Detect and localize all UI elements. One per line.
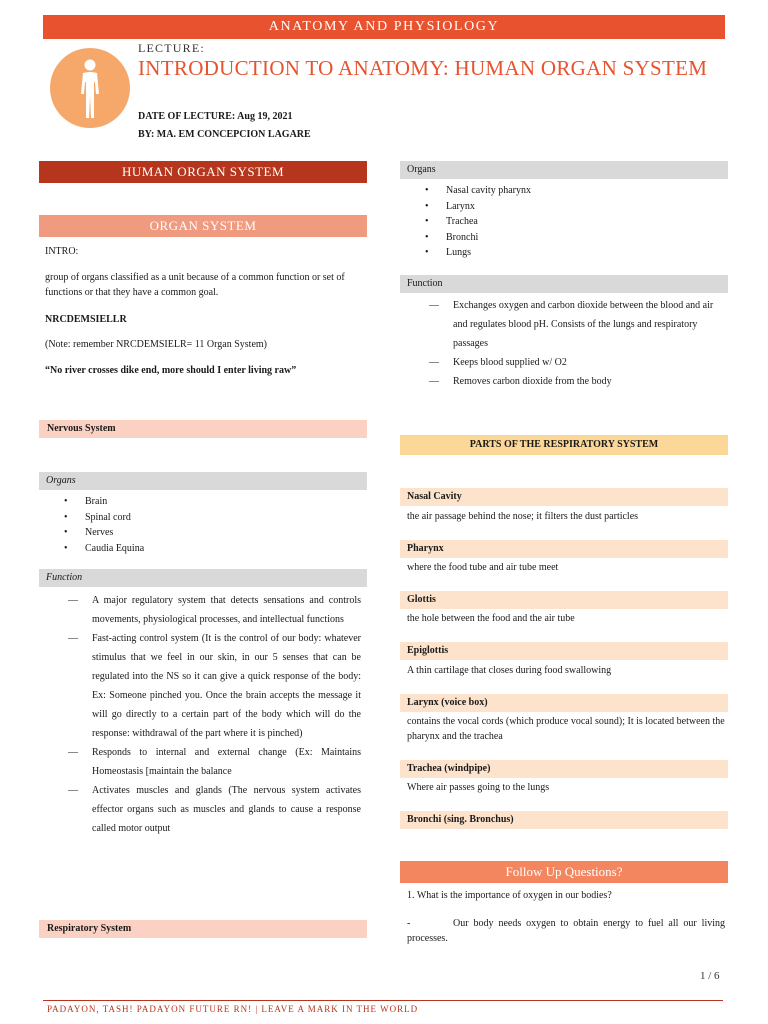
- lecture-label: LECTURE:: [138, 41, 205, 55]
- follow-up-title: Follow Up Questions?: [400, 861, 728, 883]
- part-nasal-cavity: Nasal Cavity: [400, 488, 728, 506]
- list-item: • Spinal cord: [39, 510, 367, 526]
- part-epiglottis-desc: A thin cartilage that closes during food swallowing: [407, 665, 612, 676]
- list-item: — Removes carbon dioxide from the body: [400, 372, 724, 391]
- course-banner: ANATOMY AND PHYSIOLOGY: [43, 15, 725, 39]
- nervous-system-title: Nervous System: [39, 420, 367, 438]
- nervous-function-label: Function: [39, 569, 367, 587]
- list-item: • Brain: [39, 494, 367, 510]
- list-item: • Nasal cavity pharynx: [400, 183, 728, 199]
- list-item: — Activates muscles and glands (The nervous system activates effector organs such as muscles and glands to cause a response called motor output: [39, 781, 361, 838]
- respiratory-system-title: Respiratory System: [39, 920, 367, 938]
- parts-title: PARTS OF THE RESPIRATORY SYSTEM: [400, 435, 728, 455]
- nervous-organs-label: Organs: [39, 472, 367, 490]
- part-pharynx-desc: where the food tube and air tube meet: [407, 562, 559, 573]
- part-trachea-desc: Where air passes going to the lungs: [407, 782, 550, 793]
- part-trachea: Trachea (windpipe): [400, 760, 728, 778]
- intro-text: group of organs classified as a unit because of a common function or set of functions or that they have a common goal.: [45, 272, 345, 298]
- nervous-function-list: [39, 591, 361, 838]
- list-item: — Exchanges oxygen and carbon dioxide between the blood and air and regulates blood pH. Consists of the lungs and respiratory passages: [400, 296, 724, 353]
- nervous-organs-list: [39, 494, 367, 556]
- list-item: — Fast-acting control system (It is the control of our body: whatever stimulus that we feel in our skin, in our 5 senses that can be regulated into the NS so it can give a quick response of the body: Ex: Someone pinched you. Once the brain accepts the message it will go directly to a certain part of the body which will do the response: withdrawal of the part where it is pinched): [39, 629, 361, 743]
- follow-up-question: 1. What is the importance of oxygen in our bodies?: [407, 890, 612, 901]
- list-item: — Responds to internal and external change (Ex: Maintains Homeostasis [maintain the balance: [39, 743, 361, 781]
- subsection-title-organ-system: ORGAN SYSTEM: [39, 215, 367, 237]
- answer-dash: -: [407, 918, 411, 929]
- list-item: • Lungs: [400, 245, 728, 261]
- human-body-icon: [50, 48, 130, 128]
- list-item: — Keeps blood supplied w/ O2: [400, 353, 724, 372]
- respiratory-organs-list: [400, 183, 728, 261]
- part-larynx: Larynx (voice box): [400, 694, 728, 712]
- follow-up-answer: Our body needs oxygen to obtain energy to fuel all our living processes.: [407, 918, 725, 944]
- footer-divider: [43, 1000, 723, 1001]
- acronym-note: (Note: remember NRCDEMSIELR= 11 Organ System): [45, 339, 267, 350]
- intro-label: INTRO:: [45, 246, 79, 257]
- mnemonic: “No river crosses dike end, more should I enter living raw”: [45, 365, 297, 376]
- part-bronchi: Bronchi (sing. Bronchus): [400, 811, 728, 829]
- part-epiglottis: Epiglottis: [400, 642, 728, 660]
- list-item: — A major regulatory system that detects sensations and controls movements, physiological processes, and intellectual functions: [39, 591, 361, 629]
- lecture-title: INTRODUCTION TO ANATOMY: HUMAN ORGAN SYSTEM: [138, 56, 708, 80]
- part-larynx-desc: contains the vocal cords (which produce vocal sound); It is located between the pharynx and the trachea: [407, 716, 725, 742]
- lecture-author: BY: MA. EM CONCEPCION LAGARE: [138, 129, 311, 140]
- list-item: • Caudia Equina: [39, 541, 367, 557]
- footer-motto: PADAYON, TASH! PADAYON FUTURE RN! | LEAVE A MARK IN THE WORLD: [47, 1004, 419, 1014]
- list-item: • Nerves: [39, 525, 367, 541]
- section-title-human-organ-system: HUMAN ORGAN SYSTEM: [39, 161, 367, 183]
- respiratory-function-list: [400, 296, 724, 391]
- acronym: NRCDEMSIELLR: [45, 314, 127, 325]
- respiratory-organs-label: Organs: [400, 161, 728, 179]
- part-glottis-desc: the hole between the food and the air tube: [407, 613, 575, 624]
- list-item: • Trachea: [400, 214, 728, 230]
- lecture-date: DATE OF LECTURE: Aug 19, 2021: [138, 111, 293, 122]
- page-number: 1 / 6: [700, 970, 720, 982]
- list-item: • Bronchi: [400, 230, 728, 246]
- list-item: • Larynx: [400, 199, 728, 215]
- part-pharynx: Pharynx: [400, 540, 728, 558]
- respiratory-function-label: Function: [400, 275, 728, 293]
- part-nasal-cavity-desc: the air passage behind the nose; it filters the dust particles: [407, 511, 639, 522]
- part-glottis: Glottis: [400, 591, 728, 609]
